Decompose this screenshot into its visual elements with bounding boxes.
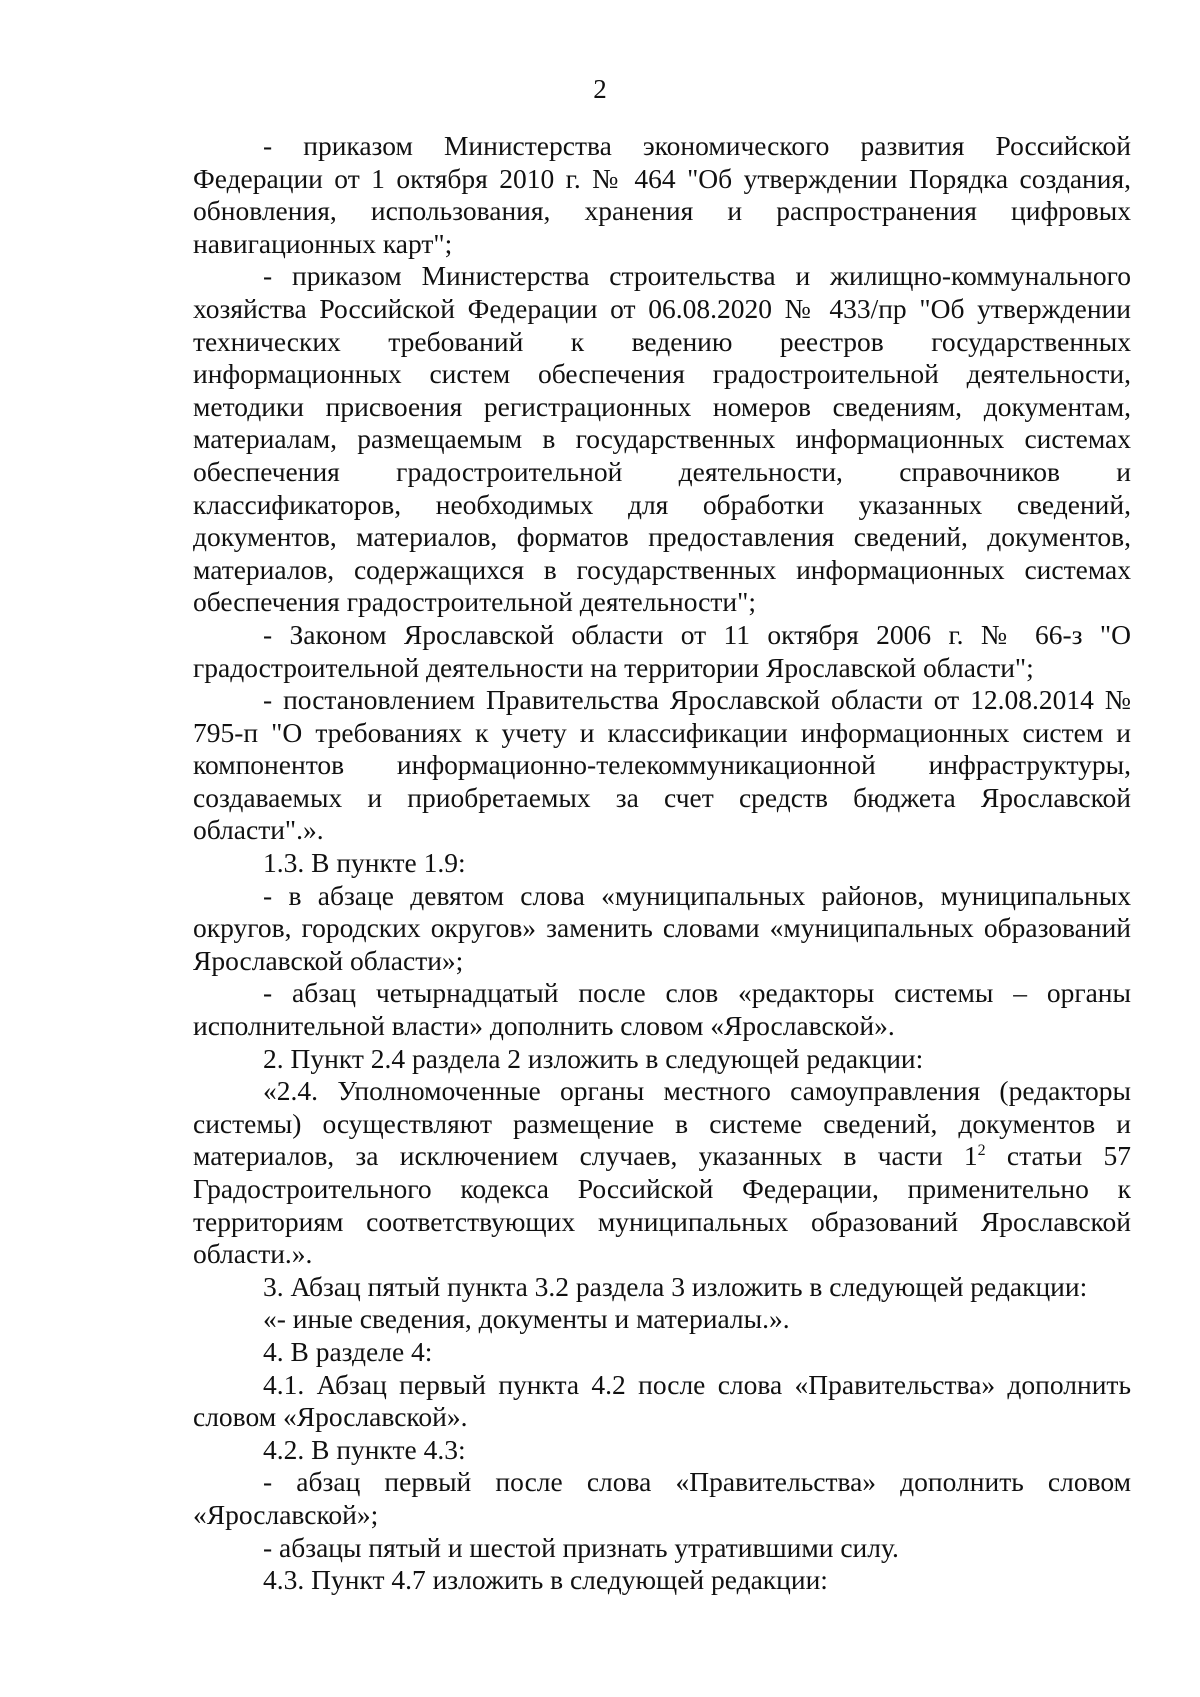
paragraph-ninth-abzac: - в абзаце девятом слова «муниципальных районов, муниципальных округов, городских округов» заменить словами «муниципальных образований Ярославской области»; [193, 879, 1131, 976]
paragraph-order-construction-ministry: - приказом Министерства строительства и жилищно-коммунального хозяйства Российской Федерации от 06.08.2020 № 433/пр "Об утверждении технических требований к ведению реестров государственных информационных систем обеспечения градостроительной деятельности, методики присвоения регистрационных номеров сведениям, документам, материалам, размещаемым в государственных информационных системах обеспечения градостроительной деятельности, справочников и классификаторов, необходимых для обработки указанных сведений, документов, материалов, форматов предоставления сведений, документов, материалов, содержащихся в государственных информационных системах обеспечения градостроительной деятельности"; [193, 260, 1131, 618]
paragraph-item-2-4-text [193, 1075, 1131, 1271]
paragraph-item-2-4-before: «2.4. Уполномоченные органы местного самоуправления (редакторы системы) осуществляют размещение в системе сведений, документов и материалов, за исключением случаев, указанных в части 1 [193, 1075, 1131, 1172]
paragraph-item-4-2-first: - абзац первый после слова «Правительства» дополнить словом «Ярославской»; [193, 1466, 1131, 1530]
paragraph-item-3-text: «- иные сведения, документы и материалы.». [263, 1303, 790, 1335]
paragraph-government-resolution: - постановлением Правительства Ярославской области от 12.08.2014 № 795-п "О требованиях к учету и классификации информационных систем и компонентов информационно-телекоммуникационной инфраструктуры, создаваемых и приобретаемых за счет средств бюджета Ярославской области".». [193, 684, 1131, 846]
document-body [193, 130, 1131, 1597]
paragraph-item-2-4-after: статьи 57 Градостроительного кодекса Российской Федерации, применительно к территориям соответствующих муниципальных образований Ярославской области.». [193, 1140, 1131, 1270]
paragraph-item-4-2-fifth-sixth: - абзацы пятый и шестой признать утратившими силу. [263, 1531, 899, 1563]
page-number: 2 [593, 74, 607, 104]
paragraph-item-4-3: 4.3. Пункт 4.7 изложить в следующей редакции: [263, 1564, 828, 1596]
paragraph-fourteenth-abzac: - абзац четырнадцатый после слов «редакторы системы – органы исполнительной власти» дополнить словом «Ярославской». [193, 977, 1131, 1042]
paragraph-order-economic-development: - приказом Министерства экономического развития Российской Федерации от 1 октября 2010 г. № 464 "Об утверждении Порядка создания, обновления, использования, хранения и распространения цифровых навигационных карт"; [193, 130, 1131, 259]
paragraph-yaroslavl-law: - Законом Ярославской области от 11 октября 2006 г. № 66-з "О градостроительной деятельности на территории Ярославской области"; [193, 618, 1131, 683]
paragraph-item-3: 3. Абзац пятый пункта 3.2 раздела 3 изложить в следующей редакции: [263, 1270, 1088, 1302]
superscript-mark: 2 [977, 1142, 986, 1160]
paragraph-item-4: 4. В разделе 4: [263, 1335, 433, 1367]
paragraph-item-2: 2. Пункт 2.4 раздела 2 изложить в следующей редакции: [263, 1042, 924, 1074]
paragraph-item-4-2: 4.2. В пункте 4.3: [263, 1433, 466, 1465]
paragraph-item-1-3: 1.3. В пункте 1.9: [263, 847, 466, 879]
paragraph-item-4-1: 4.1. Абзац первый пункта 4.2 после слова «Правительства» дополнить словом «Ярославской». [193, 1368, 1131, 1433]
